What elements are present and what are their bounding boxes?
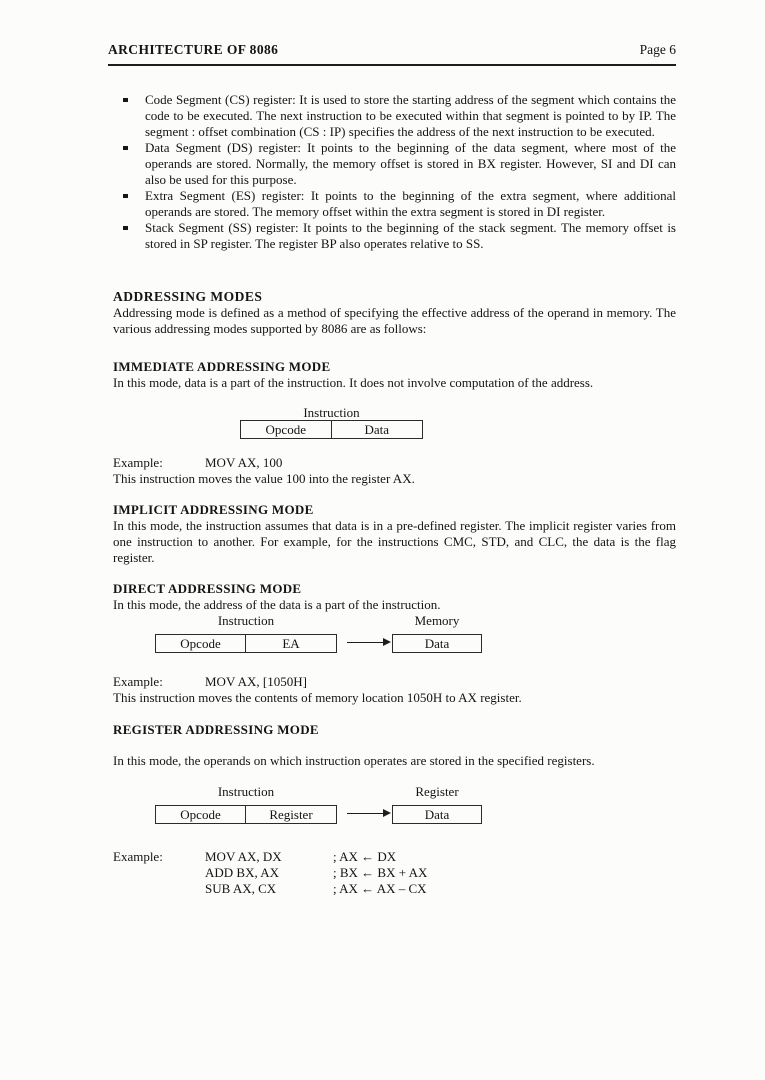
direct-note: This instruction moves the contents of memory location 1050H to AX register. (113, 690, 522, 705)
subsection-heading-immediate: IMMEDIATE ADDRESSING MODE (113, 359, 331, 374)
page-header (108, 42, 676, 66)
memory-box (392, 634, 482, 653)
square-bullet-icon (123, 98, 128, 103)
example-label: Example: (113, 849, 163, 864)
bullet-text: Code Segment (CS) register: It is used to store the starting address of the segment which contains the code to be executed. The next instruction to be executed within that segment is pointed to by IP. The segment : offset combination (CS : IP) specifies the address of the next instruction to be executed. (145, 92, 676, 139)
diagram-label-instruction: Instruction (217, 784, 275, 799)
instruction-box (240, 420, 423, 439)
example-code: MOV AX, [1050H] (205, 674, 307, 689)
bullet-text: Data Segment (DS) register: It points to the beginning of the data segment, where most of the operands are stored. Normally, the memory offset is stored in BX register. However, SI and DI can also be used for this purpose. (145, 140, 676, 187)
list-item-data-segment (113, 140, 676, 188)
implicit-description: In this mode, the instruction assumes that data is in a pre-defined register. The implicit register varies from one instruction to another. For example, for the instructions CMC, STD, and CLC, the data is the flag register. (113, 518, 676, 565)
diagram-label-instruction: Instruction (303, 405, 360, 420)
example-code: MOV AX, DX (205, 849, 282, 864)
arrow-icon (347, 809, 391, 818)
direct-mode-diagram (113, 613, 676, 653)
immediate-mode-diagram (240, 405, 423, 439)
immediate-example (113, 455, 676, 471)
section-heading-addressing-modes: ADDRESSING MODES (113, 289, 263, 304)
instruction-box (155, 805, 337, 824)
diagram-label-register: Register (415, 784, 459, 799)
data-cell: Data (424, 807, 450, 822)
page-content (113, 92, 676, 897)
instruction-box (155, 634, 337, 653)
diagram-label-memory: Memory (414, 613, 460, 628)
register-example-block (113, 849, 676, 897)
register-mode-diagram (113, 784, 676, 824)
list-item-stack-segment (113, 220, 676, 252)
example-code: SUB AX, CX (205, 881, 277, 896)
bullet-text: Extra Segment (ES) register: It points to the beginning of the extra segment, where additional operands are stored. The memory offset within the extra segment is stored in DI register. (145, 188, 676, 219)
example-comment: ; AX ← DX (333, 849, 397, 864)
example-label: Example: (113, 455, 163, 470)
subsection-heading-implicit: IMPLICIT ADDRESSING MODE (113, 502, 314, 517)
data-cell: Data (364, 422, 390, 437)
immediate-description: In this mode, data is a part of the instruction. It does not involve computation of the address. (113, 375, 594, 390)
bullet-text: Stack Segment (SS) register: It points to the beginning of the stack segment. The memory offset is stored in SP register. The register BP also operates relative to SS. (145, 220, 676, 251)
example-line (113, 849, 676, 865)
addressing-modes-intro: Addressing mode is defined as a method of specifying the effective address of the operand in memory. The various addressing modes supported by 8086 are as follows: (113, 305, 676, 336)
example-code: MOV AX, 100 (205, 455, 283, 470)
example-comment: ; AX ← AX – CX (333, 881, 427, 896)
opcode-cell: Opcode (156, 635, 246, 652)
immediate-note: This instruction moves the value 100 into the register AX. (113, 471, 415, 486)
example-line (113, 865, 676, 881)
opcode-cell: Opcode (241, 421, 332, 438)
example-code: ADD BX, AX (205, 865, 280, 880)
subsection-heading-register: REGISTER ADDRESSING MODE (113, 722, 319, 737)
example-label: Example: (113, 674, 163, 689)
list-item-code-segment (113, 92, 676, 140)
diagram-label-instruction: Instruction (217, 613, 275, 628)
data-cell: Data (424, 636, 450, 651)
square-bullet-icon (123, 146, 128, 151)
register-box (392, 805, 482, 824)
opcode-cell: Opcode (156, 806, 246, 823)
square-bullet-icon (123, 194, 128, 199)
subsection-heading-direct: DIRECT ADDRESSING MODE (113, 581, 302, 596)
register-cell: Register (269, 807, 313, 822)
segment-register-list (113, 92, 676, 252)
list-item-extra-segment (113, 188, 676, 220)
document-title: ARCHITECTURE OF 8086 (108, 42, 279, 57)
direct-example (113, 674, 676, 690)
example-comment: ; BX ← BX + AX (333, 865, 428, 880)
arrow-icon (347, 638, 391, 647)
page-number: Page 6 (639, 42, 676, 57)
example-line (113, 881, 676, 897)
ea-cell: EA (282, 636, 300, 651)
register-description: In this mode, the operands on which instruction operates are stored in the specified registers. (113, 753, 595, 768)
direct-description: In this mode, the address of the data is a part of the instruction. (113, 597, 441, 612)
square-bullet-icon (123, 226, 128, 231)
